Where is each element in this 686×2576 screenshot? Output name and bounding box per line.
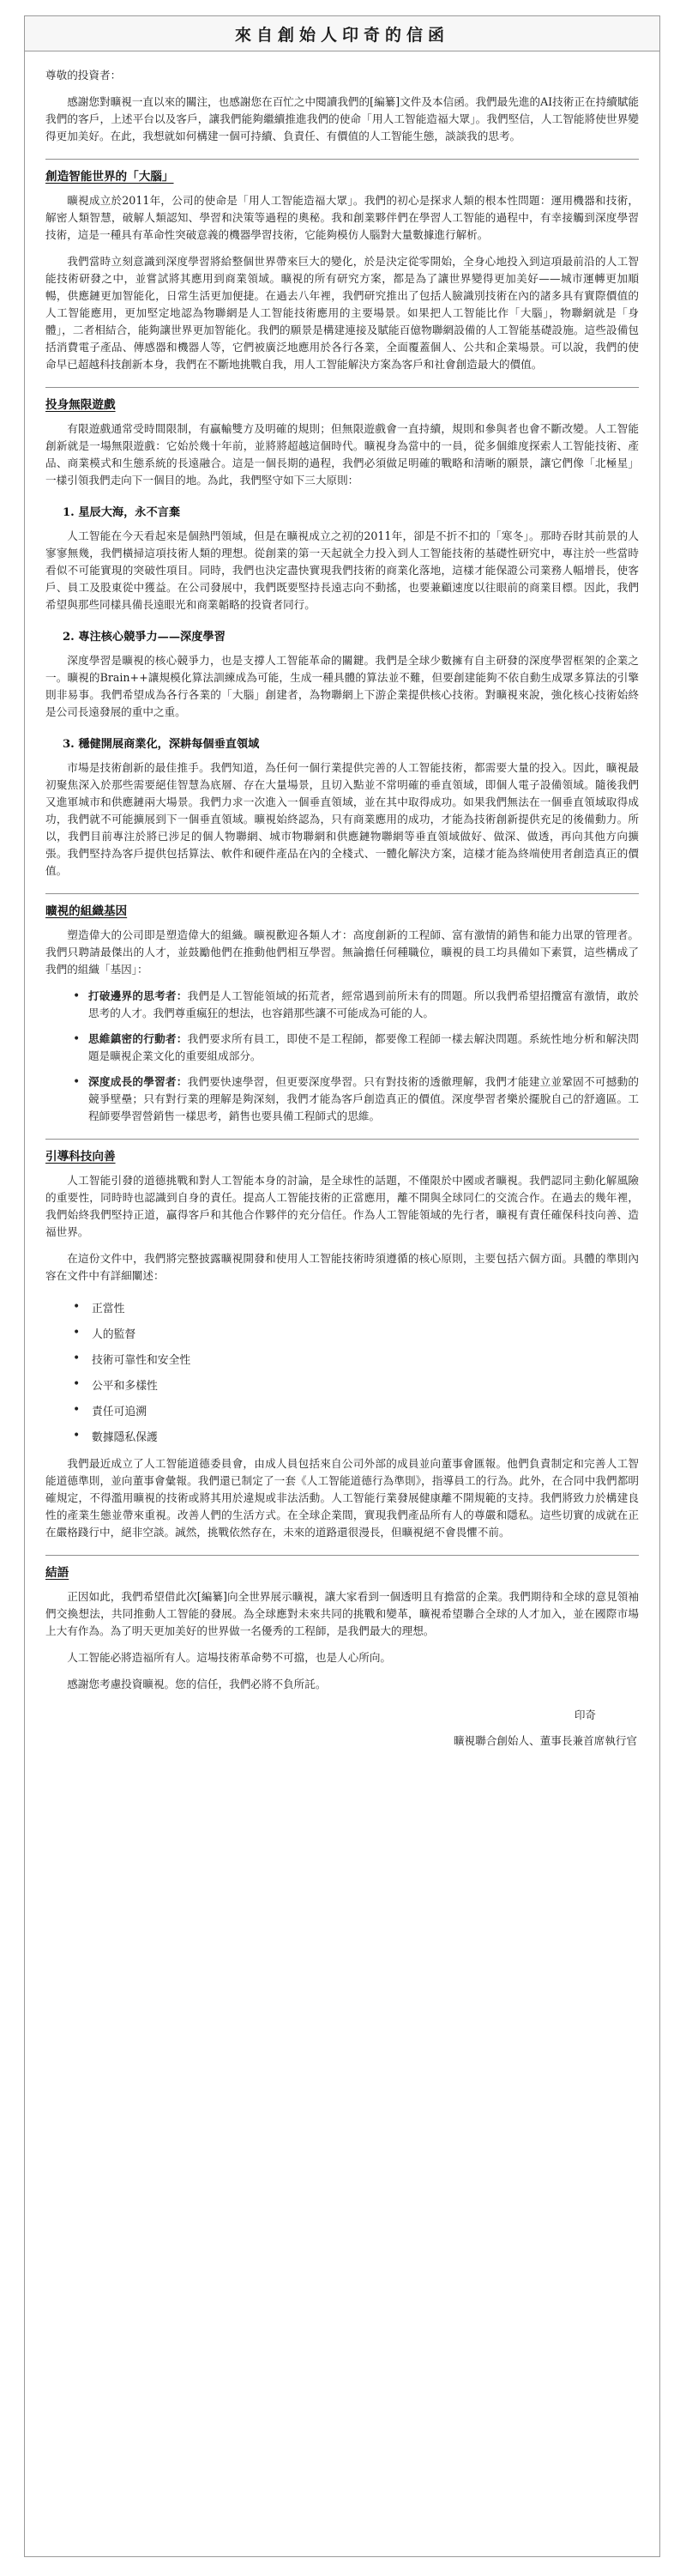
gene-bullet-3	[73, 1073, 639, 1125]
principle-1-heading: 1. 星辰大海，永不言棄	[63, 506, 181, 519]
principle-item-5: 責任可追溯	[92, 1405, 147, 1418]
principle-1-paragraph: 人工智能在今天看起來是個熱門領域，但是在曠視成立之初的2011年，卻是不折不扣的「寒冬」。那時吞財其前景的人寥寥無幾，我們橫掃這項技術人類的理想。從創業的第一天起就全力投入到人工智能技術的基礎性研究中，專注於一些當時看似不可能實現的突破性項目。同時，我們也決定盡快實現我們技術的商業化落地，這樣才能保證公司業務人幅增長，使客戶、員工及股東從中獲益。在公司發展中，我們既要堅持長遠志向不動搖，也要兼顧速度以往眼前的商業目標。因此，我們希望與那些同樣具備長遠眼光和商業韜略的投資者同行。	[45, 529, 639, 611]
principle-item-2: 人的監督	[92, 1327, 136, 1341]
brain-paragraph-1: 曠視成立於2011年，公司的使命是「用人工智能造福大眾」。我們的初心是探求人類的根本性問題：運用機器和技術，解密人類智慧，破解人類認知、學習和決策等過程的奧秘。我和創業夥伴們在學習人工智能的過程中，有幸接觸到深度學習技術，這是一種具有革命性突破意義的機器學習技術，它能夠模仿人腦對大量數據進行解析。	[45, 194, 639, 241]
title-bar	[25, 16, 659, 51]
bullet-dot: •	[73, 1032, 81, 1046]
principle-2-heading: 2. 專注核心競爭力——深度學習	[63, 631, 226, 644]
bullet-dot: •	[73, 1075, 81, 1089]
bullet-dot: •	[73, 989, 81, 1003]
gene-bullet-2-title: 思維鎮密的行動者：	[88, 1032, 188, 1045]
ethics-paragraph-2: 在這份文件中，我們將完整披露曠視開發和使用人工智能技術時須遵循的核心原則，主要包括六個方面。具體的準則內容在文件中有詳細闡述：	[45, 1252, 639, 1282]
principle-item-1: 正當性	[92, 1302, 125, 1315]
gene-paragraph-1: 塑造偉大的公司即是塑造偉大的組織。曠視歡迎各類人才：高度創新的工程師、富有激情的銷售和能力出眾的管理者。我們只聘請最傑出的人才，並鼓勵他們在推動他們相互學習。無論擔任何種職位，曠視的員工均具備如下素質，這些構成了我們的組織「基因」：	[45, 928, 639, 976]
list-item	[73, 1371, 639, 1397]
section-closing	[45, 1555, 639, 1580]
salutation: 尊敬的投資者：	[45, 69, 122, 82]
list-item	[73, 1294, 639, 1320]
gene-bullet-1-text	[88, 988, 639, 1022]
principle-item-3: 技術可靠性和安全性	[92, 1353, 191, 1367]
section-heading-invest: 投身無限遊戲	[45, 398, 116, 412]
section-heading-closing: 結語	[45, 1566, 69, 1580]
bullet-dot: •	[73, 1377, 81, 1391]
bullet-dot: •	[73, 1429, 81, 1442]
invest-paragraph-1: 有限遊戲通常受時間限制，有贏輸雙方及明確的規則；但無限遊戲會一直持續，規則和參與者也會不斷改變。人工智能創新就是一場無限遊戲：它始於幾十年前，並將將超越這個時代。曠視身為當中的一員，從多個維度探索人工智能技術、產品、商業模式和生態系統的長遠融合。這是一個長期的過程，我們必須做足明確的戰略和清晰的願景，讓它們像「北極星」一樣引領我們走向下一個目的地。為此，我們堅守如下三大原則：	[45, 422, 639, 487]
gene-bullet-2-desc: 我們要求所有員工，即使不是工程師，都要像工程師一樣去解決問題。系統性地分析和解決問題是曠視企業文化的重要組成部分。	[88, 1032, 640, 1062]
signature-name: 印奇	[574, 1708, 596, 1721]
closing-paragraph-3: 感謝您考慮投資曠視。您的信任，我們必將不負所託。	[67, 1678, 327, 1690]
principles-list	[73, 1294, 639, 1448]
letter-title: 來自創始人印奇的信函	[234, 25, 449, 45]
signature-title: 曠視聯合創始人、董事長兼首席執行官	[453, 1734, 637, 1747]
intro-paragraph: 感謝您對曠視一直以來的關注，也感謝您在百忙之中閱讀我們的[編纂]文件及本信函。我們最先進的AI技術正在持續賦能我們的客戶，上述平台以及客戶，讓我們能夠繼續推進我們的使命「用人工智能造福大眾」。我們堅信，人工智能將使世界變得更加美好。在此，我想就如何構建一個可持續、負責任、有價值的人工智能生態，談談我的思考。	[45, 95, 639, 142]
gene-bullet-2	[73, 1031, 639, 1065]
principle-item-4: 公平和多樣性	[92, 1379, 158, 1393]
brain-paragraph-2: 我們當時立刻意識到深度學習將給整個世界帶來巨大的變化，於是決定從零開始，全身心地投入到這項最前沿的人工智能技術研發之中，並嘗試將其應用到商業領域。曠視的所有研究方案，都是為了讓世界變得更加美好——城市運轉更加順暢，供應鏈更加智能化，日常生活更加便捷。在過去八年裡，我們研究推出了包括人臉識別技術在內的諸多具有實際價值的人工智能應用，更加堅定地認為物聯網是人工智能技術應用的主要場景。如果把人工智能比作「大腦」，物聯網就是「身體」，二者相結合，能夠讓世界更加智能化。我們的願景是構建連接及賦能百億物聯網設備的人工智能基礎設施。這些設備包括消費電子產品、傳感器和機器人等，它們被廣泛地應用於各行各業，全面覆蓋個人、公共和企業場景。可以說，我們的使命早已超越科技創新本身，我們在不斷地挑戰自我，用人工智能解決方案為客戶和社會創造最大的價值。	[45, 255, 639, 371]
section-heading-brain: 創造智能世界的「大腦」	[45, 170, 174, 184]
bullet-dot: •	[73, 1300, 81, 1314]
gene-bullet-1-title: 打破邊界的思考者：	[88, 989, 188, 1002]
section-heading-ethics: 引導科技向善	[45, 1150, 116, 1164]
bullet-dot: •	[73, 1326, 81, 1339]
list-item	[73, 1397, 639, 1423]
list-item	[73, 1423, 639, 1448]
list-item	[73, 1320, 639, 1345]
gene-bullet-3-desc: 我們要快速學習，但更要深度學習。只有對技術的透徹理解，我們才能建立並鞏固不可撼動的競爭壁壘；只有對行業的理解是夠深刻，我們才能為客戶創造真正的價值。深度學習者樂於擺脫自己的舒適區。工程師要學習營銷售一樣思考，銷售也要具備工程師式的思維。	[88, 1075, 640, 1122]
gene-bullet-3-title: 深度成長的學習者：	[88, 1075, 188, 1088]
letter-body	[25, 51, 659, 1750]
section-brain	[45, 159, 639, 184]
principle-item-6: 數據隱私保護	[92, 1430, 158, 1444]
gene-bullet-1-desc: 我們是人工智能領域的拓荒者，經常遇到前所未有的問題。所以我們希望招攬富有激情，敢於思考的人才。我們尊重瘋狂的想法，也容錯那些讓不可能成為可能的人。	[88, 989, 640, 1019]
section-ethics	[45, 1139, 639, 1164]
gene-bullet-1	[73, 988, 639, 1022]
ethics-paragraph-3: 我們最近成立了人工智能道德委員會，由成人員包括來自公司外部的成員並向董事會匯報。他們負責制定和完善人工智能道德準則，並向董事會彙報。我們還已制定了一套《人工智能道德行為準則》，指導員工的行為。此外，在合同中我們都明確規定，不得濫用曠視的技術或將其用於違規或非法活動。人工智能行業發展健康離不開規範的支持。我們將致力於構建良性的產業生態並帶來重視。改善人們的生活方式。在全球企業間，實現我們產品所有人的尊嚴和隱私。這些切實的成就在正在嚴格踐行中，絕非空談。誠然，挑戰依然存在，未來的道路還很漫長，但曠視絕不會畏懼不前。	[45, 1457, 639, 1539]
ethics-paragraph-1: 人工智能引發的道德挑戰和對人工智能本身的討論，是全球性的話題，不僅限於中國或者曠視。我們認同主動化解風險的重要性，同時時也認識到自身的責任。提高人工智能技術的正當應用，離不開與全球同仁的交流合作。在過去的幾年裡，我們始終我們堅持正道，贏得客戶和其他合作夥伴的充分信任。作為人工智能領域的先行者，曠視有責任確保科技向善、造福世界。	[45, 1174, 639, 1238]
list-item	[73, 1345, 639, 1371]
principle-3-heading: 3. 穩健開展商業化，深耕每個垂直領域	[63, 738, 260, 751]
section-gene	[45, 893, 639, 918]
bullet-dot: •	[73, 1403, 81, 1417]
bullet-dot: •	[73, 1351, 81, 1365]
gene-bullet-2-text	[88, 1031, 639, 1065]
letter-frame	[24, 15, 660, 2557]
section-heading-gene: 曠視的組織基因	[45, 904, 128, 918]
closing-paragraph-2: 人工智能必將造福所有人。這場技術革命勢不可擋，也是人心所向。	[67, 1651, 391, 1664]
principle-3-paragraph: 市場是技術創新的最佳推手。我們知道，為任何一個行業提供完善的人工智能技術，都需要大量的投入。因此，曠視最初聚焦深入於那些需要絕佳智慧為底層、存在大量場景，且切入點並不常明確的垂直領域，即個人電子設備領域。隨後我們又進軍城市和供應鏈兩大場景。我們力求一次進入一個垂直領域，並在其中取得成功。如果我們無法在一個垂直領域取得成功，我們就不可能擴展到下一個垂直領域。曠視始終認為，只有商業應用的成功，才能為技術創新提供充足的後備動力。所以，我們目前專注於將已涉足的個人物聯網、城市物聯網和供應鏈物聯網等垂直領域做好、做深、做透，再向其他方向擴張。我們堅持為客戶提供包括算法、軟件和硬件產品在內的全棧式、一體化解決方案，這樣才能為終端使用者創造真正的價值。	[45, 761, 639, 877]
section-invest	[45, 387, 639, 412]
closing-paragraph-1: 正因如此，我們希望借此次[編纂]向全世界展示曠視，讓大家看到一個透明且有擔當的企業。我們期待和全球的意見領袖們交換想法，共同推動人工智能的發展。為全球應對未來共同的挑戰和變革，曠視希望聯合全球的人才加入，並在國際市場上大有作為。為了明天更加美好的世界做一名優秀的工程師，是我們最大的理想。	[45, 1590, 639, 1637]
gene-bullet-3-text	[88, 1073, 639, 1125]
principle-2-paragraph: 深度學習是曠視的核心競爭力，也是支撐人工智能革命的關鍵。我們是全球少數擁有自主研發的深度學習框架的企業之一。曠視的Brain++讓規模化算法訓練成為可能，生成一種具體的算法並不難，但要創建能夠不依自動生成眾多算法的引擎則非易事。我們希望成為各行各業的「大腦」創建者，為物聯網上下游企業提供核心技術。對曠視來說，強化核心技術始終是公司長遠發展的重中之重。	[45, 654, 639, 718]
